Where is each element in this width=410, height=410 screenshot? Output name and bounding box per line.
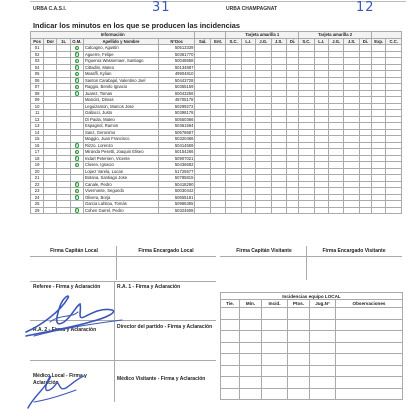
cell-name: Espagnol, Ramon xyxy=(83,123,158,130)
minutes-title: Indicar los minutos en los que se producen las incidencias xyxy=(33,21,240,30)
cell-doc: 51725577 xyxy=(158,168,194,175)
handwritten-score-left: 31 xyxy=(152,0,171,15)
col-1l: 1L xyxy=(57,38,70,45)
cell-name: Botana, Santiago Jose xyxy=(83,175,158,182)
cell-pos: 07 xyxy=(31,84,44,91)
inc-row xyxy=(221,354,403,366)
cell-doc: 50655181 xyxy=(158,194,194,201)
col-doc: N°Doc xyxy=(158,38,194,45)
cell-name: Sanz, Geronimo xyxy=(83,129,158,136)
om-check-icon: 1 xyxy=(75,84,78,89)
cell-doc: 50355159 xyxy=(158,84,194,91)
club-right: URBA CHAMPAGNAT xyxy=(226,6,278,12)
om-check-icon: 1 xyxy=(75,156,78,161)
col-sal: Sal. xyxy=(195,38,210,45)
label-ra1: R.A. 1 - Firma y Aclaración xyxy=(117,284,181,290)
cell-name: Juarez, Tomas xyxy=(83,90,158,97)
label-referee: Referee - Firma y Aclaración xyxy=(33,284,101,290)
group-yellow-2: Tarjeta amarilla 2 xyxy=(299,32,372,39)
cell-pos: 06 xyxy=(31,77,44,84)
cell-doc: 50398178 xyxy=(158,110,194,117)
col-li-1: L.I. xyxy=(241,38,255,45)
inc-row xyxy=(221,331,403,343)
cell-pos: 22 xyxy=(31,181,44,188)
cell-name: Miranda Pesetti, Joaquin Eliseo xyxy=(83,149,158,156)
cell-blank xyxy=(328,207,343,214)
cell-name: Gallacci, Justo xyxy=(83,110,158,117)
player-rows xyxy=(31,45,402,214)
cell-doc: 50966355 xyxy=(158,201,194,208)
cell-name: Maraffi, Kylian xyxy=(83,71,158,78)
col-dor: Dor xyxy=(44,38,57,45)
player-row xyxy=(31,207,402,214)
cell-name: Olivera, Borja xyxy=(83,194,158,201)
cell-pos: 15 xyxy=(31,136,44,143)
col-jg-1: J.G. xyxy=(256,38,271,45)
cell-pos: 09 xyxy=(31,97,44,104)
inc-row xyxy=(221,365,403,377)
cell-doc: 50907021 xyxy=(158,155,194,162)
col-sc-2: S.C. xyxy=(299,38,314,45)
cell-name: Calcagno, Agustin xyxy=(83,45,158,52)
sig-capitan-local: Firma Capitán Local xyxy=(50,248,98,254)
sig-divider-5 xyxy=(30,360,216,361)
label-director: Director del partido - Firma y Aclaración xyxy=(117,324,213,330)
cell-pos: 11 xyxy=(31,110,44,117)
cell-blank xyxy=(314,207,328,214)
players-table xyxy=(30,31,402,214)
cell-name: Santos Carabajal, Valentino Joel xyxy=(83,77,158,84)
cell-doc: 50361594 xyxy=(158,123,194,130)
inc-row xyxy=(221,388,403,400)
label-medico-visitante: Médico Visitante - Firma y Aclaración xyxy=(117,376,206,382)
cell-name: Clusen, Ignacio xyxy=(83,162,158,169)
cell-name: Di Paola, Mateo xyxy=(83,116,158,123)
referee-signature xyxy=(20,292,130,342)
sig-divider-3 xyxy=(30,281,216,282)
cell-pos: 03 xyxy=(31,58,44,65)
cell-pos: 10 xyxy=(31,103,44,110)
cell-blank xyxy=(210,207,225,214)
om-check-icon: 1 xyxy=(75,52,78,57)
cell-1l xyxy=(57,207,70,214)
incidencias-table xyxy=(220,292,403,400)
sig-capitan-visitante: Firma Capitán Visitante xyxy=(236,248,292,254)
cell-doc: 50299272 xyxy=(158,103,194,110)
cell-name: Figueroa Wassemaer, Santiago xyxy=(83,58,158,65)
om-check-icon: 1 xyxy=(75,162,78,167)
col-js-1: J.S. xyxy=(271,38,286,45)
cell-doc: 50678687 xyxy=(158,129,194,136)
cell-name: Aguerre, Felipe xyxy=(83,51,158,58)
cell-name: Raggio, Benito Ignacio xyxy=(83,84,158,91)
cell-doc: 50550366 xyxy=(158,116,194,123)
om-check-icon: 1 xyxy=(75,208,78,213)
cell-name: Lopez Varela, Lucas xyxy=(83,168,158,175)
col-di-2: Di. xyxy=(359,38,371,45)
cell-doc: 50324608 xyxy=(158,207,194,214)
om-check-icon: 1 xyxy=(75,71,78,76)
om-check-icon: 1 xyxy=(75,195,78,200)
om-check-icon: 1 xyxy=(75,182,78,187)
cell-name: Cittadini, Mateo xyxy=(83,64,158,71)
cell-pos: 04 xyxy=(31,64,44,71)
cell-pos: 01 xyxy=(31,45,44,52)
handwritten-score-right: 12 xyxy=(356,0,375,15)
cell-blank xyxy=(256,207,271,214)
cell-dor xyxy=(44,207,57,214)
cell-doc: 50513339 xyxy=(158,45,194,52)
col-name: Apellido y Nombre xyxy=(83,38,158,45)
medico-local-signature xyxy=(24,372,94,410)
cell-pos: 13 xyxy=(31,123,44,130)
inc-col-jug: Jug.N° xyxy=(310,300,336,308)
inc-row xyxy=(221,342,403,354)
cell-doc: 50443728 xyxy=(158,77,194,84)
inc-row xyxy=(221,319,403,331)
cell-doc: 50320466 xyxy=(158,136,194,143)
om-check-icon: 1 xyxy=(75,143,78,148)
cell-name: Garcia Lahitou, Tomás xyxy=(83,201,158,208)
group-yellow-1: Tarjeta amarilla 1 xyxy=(226,32,299,39)
sig-encargado-local: Firma Encargado Local xyxy=(138,248,194,254)
sig-divider-1 xyxy=(30,256,216,257)
cell-doc: 50154266 xyxy=(158,149,194,156)
cell-pos: 29 xyxy=(31,207,44,214)
top-divider xyxy=(30,1,406,2)
om-check-icon: 1 xyxy=(75,188,78,193)
col-exp: Exp. xyxy=(372,38,386,45)
cell-doc: 50030442 xyxy=(158,188,194,195)
cell-name: Rizzo, Lorenzo xyxy=(83,142,158,149)
cell-blank xyxy=(271,207,286,214)
cell-name: Maggio, Juan Francisco xyxy=(83,136,158,143)
cell-doc: 50414569 xyxy=(158,142,194,149)
col-om: O.M. xyxy=(70,38,83,45)
cell-doc: 50418290 xyxy=(158,181,194,188)
cell-pos: 17 xyxy=(31,149,44,156)
col-ent: Ent. xyxy=(210,38,225,45)
col-di-1: Di. xyxy=(287,38,299,45)
cell-pos: 02 xyxy=(31,51,44,58)
cell-pos: 21 xyxy=(31,175,44,182)
cell-blank xyxy=(287,207,299,214)
cell-pos: 19 xyxy=(31,162,44,169)
inc-row xyxy=(221,308,403,320)
cell-doc: 50785815 xyxy=(158,175,194,182)
inc-col-obs: Observaciones xyxy=(336,300,403,308)
cell-name: Canale, Pedro xyxy=(83,181,158,188)
inc-row xyxy=(221,377,403,389)
cell-blank xyxy=(372,207,386,214)
cell-pos: 24 xyxy=(31,194,44,201)
om-check-icon: 1 xyxy=(75,149,78,154)
label-medico-local: Médico Local - Firma y Aclaración xyxy=(33,373,87,386)
col-pos: Pos xyxy=(31,38,44,45)
group-info: Información xyxy=(31,32,195,39)
col-li-2: L.I. xyxy=(314,38,328,45)
inc-col-min: Min. xyxy=(240,300,262,308)
col-cc: C.C. xyxy=(386,38,402,45)
cell-blank xyxy=(241,207,255,214)
label-ra2: R.A. 2 - Firma y Aclaración xyxy=(33,327,97,333)
cell-pos: 08 xyxy=(31,90,44,97)
inc-col-tie: Tie. xyxy=(221,300,240,308)
cell-name: Indart Petersen, Vicente xyxy=(83,155,158,162)
cell-doc: 50048658 xyxy=(158,58,194,65)
om-check-icon: 1 xyxy=(75,58,78,63)
col-jg-2: J.G. xyxy=(328,38,343,45)
cell-pos: 12 xyxy=(31,116,44,123)
cell-doc: 50134887 xyxy=(158,64,194,71)
cell-doc: 50043256 xyxy=(158,90,194,97)
cell-blank xyxy=(226,207,241,214)
cell-pos: 23 xyxy=(31,188,44,195)
cell-doc: 50436682 xyxy=(158,162,194,169)
sig-encargado-visitante: Firma Encargado Visitante xyxy=(322,248,386,254)
sig-divider-2 xyxy=(220,256,402,257)
col-sc-1: S.C. xyxy=(226,38,241,45)
cell-pos: 16 xyxy=(31,142,44,149)
cell-name: Vivernonte, Segundo xyxy=(83,188,158,195)
om-check-icon: 1 xyxy=(75,91,78,96)
header-strip xyxy=(0,0,410,18)
cell-doc: 48705178 xyxy=(158,97,194,104)
cell-name: Mancini, Dimas xyxy=(83,97,158,104)
cell-blank xyxy=(344,207,359,214)
om-check-icon: 1 xyxy=(75,65,78,70)
cell-name: Leguizamon, Marcos Jose xyxy=(83,103,158,110)
cell-pos: 14 xyxy=(31,129,44,136)
cell-blank xyxy=(359,207,371,214)
cell-pos: 25 xyxy=(31,201,44,208)
cell-blank xyxy=(195,207,210,214)
om-check-icon: 1 xyxy=(75,45,78,50)
col-js-2: J.S. xyxy=(344,38,359,45)
inc-col-incid: Incid. xyxy=(262,300,288,308)
club-left: URBA C.A.S.I. xyxy=(33,6,67,12)
cell-pos: 05 xyxy=(31,71,44,78)
incidencias-title: Incidencias equipo LOCAL xyxy=(221,293,403,300)
sig-vline-1 xyxy=(116,246,117,280)
sig-vline-2 xyxy=(306,246,307,280)
cell-blank xyxy=(299,207,314,214)
cell-pos: 18 xyxy=(31,155,44,162)
cell-doc: 49904810 xyxy=(158,71,194,78)
cell-doc: 50361770 xyxy=(158,51,194,58)
cell-blank xyxy=(386,207,402,214)
cell-name: Cohen Garrel, Pedro xyxy=(83,207,158,214)
cell-pos: 20 xyxy=(31,168,44,175)
cell-om xyxy=(70,207,83,214)
om-check-icon: 1 xyxy=(75,78,78,83)
inc-col-ptos: Ptos. xyxy=(288,300,310,308)
